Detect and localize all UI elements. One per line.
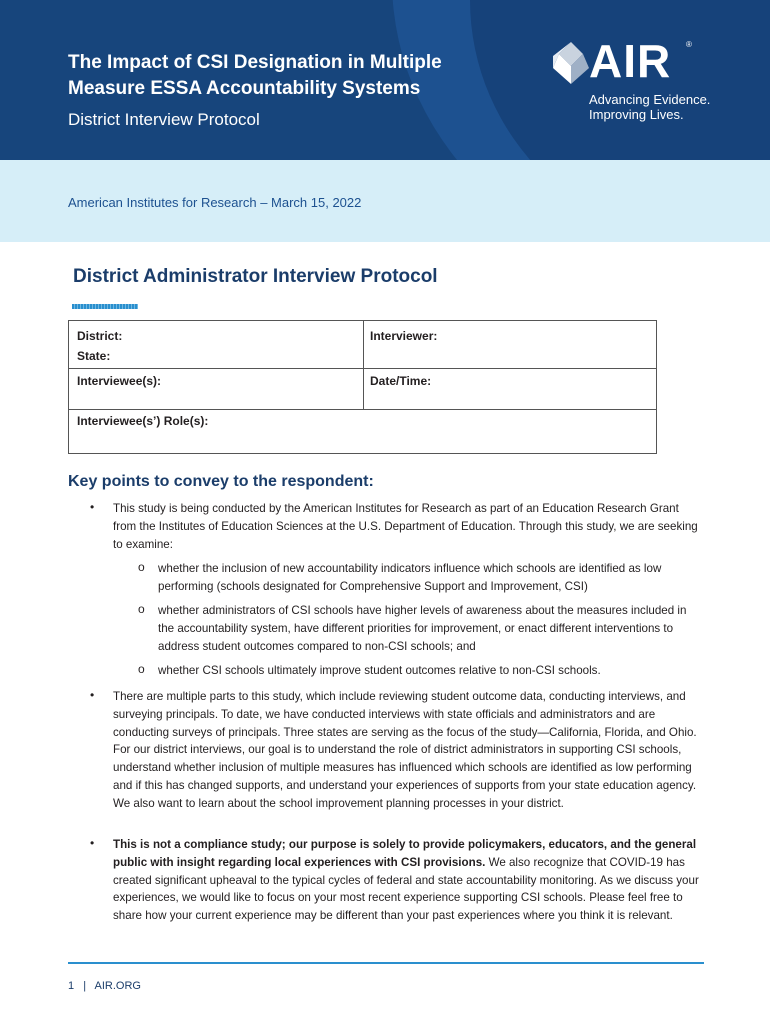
document-title: The Impact of CSI Designation in Multiple Measure ESSA Accountability Systems [68,52,442,99]
district-field[interactable]: District: [77,329,123,343]
tagline-line-1: Advancing Evidence. [589,92,711,107]
interviewer-field[interactable]: Interviewer: [370,329,438,343]
page-number: 1 [68,980,75,992]
sub-bullet-icon: o [138,602,145,616]
document-subtitle: District Interview Protocol [68,110,260,129]
key-point-not-compliance-rest: We also recognize that COVID-19 has created significant upheaval to the typical cycles of federal and state accountability monitoring. As we discuss your experiences, we would like to focus on your most recent experience supporting CSI schools. Please feel free to share how your current experience may be different than your past experiences where you think it is relevant. [113,855,699,923]
sub-bullet-icon: o [138,560,145,574]
footer-rule [68,962,704,964]
air-logo-text: AIR [589,35,672,87]
roles-field[interactable]: Interviewee(s’) Role(s): [77,414,209,428]
interviewees-field[interactable]: Interviewee(s): [77,374,162,388]
section-title: District Administrator Interview Protocol [73,266,438,287]
key-points-heading: Key points to convey to the respondent: [68,473,374,490]
publication-date: American Institutes for Research – March 15, 2022 [68,195,362,210]
footer-separator: | [83,980,87,992]
header-banner [0,0,770,160]
registered-mark: ® [686,40,692,49]
table-divider-row-1 [69,368,656,369]
date-banner [0,160,770,242]
datetime-field[interactable]: Date/Time: [370,374,432,388]
sub-bullet-icon: o [138,662,145,676]
table-divider-row-2 [69,409,656,410]
state-field[interactable]: State: [77,349,111,363]
sub-point-indicators: whether the inclusion of new accountability indicators influence which schools are identified as low performing (schools designated for Comprehensive Support and Improvement, CSI) [158,562,662,593]
air-logo [553,36,723,126]
tagline [589,92,710,122]
key-point-study-parts: There are multiple parts to this study, which include reviewing student outcome data, conducting interviews, and surveying principals. To date, we have conducted interviews with state officials and administrators and are conducting surveys of principals. Three states are serving as the focus of the study—California, Florida, and Ohio. For our district interviews, our goal is to understand the role of district administrators in supporting CSI schools, understand whether inclusion of multiple measures has influenced which schools are identified as low performing and if this has changed supports, and understand your experiences of supports from your state education agency. We also want to learn about the school improvement planning processes in your district. [113,690,697,810]
section-title-underline [72,304,138,309]
page-footer [68,980,141,992]
air-logo-mark-icon [553,42,589,84]
table-divider-vertical [363,321,364,409]
bullet-icon: • [90,836,95,850]
tagline-line-2: Improving Lives. [589,107,684,122]
bullet-icon: • [90,688,95,702]
bullet-icon: • [90,500,95,514]
key-point-study-purpose: This study is being conducted by the American Institutes for Research as part of an Education Research Grant from the Institutes of Education Sciences at the U.S. Department of Education. Through this study, we are seeking to examine: [113,502,698,551]
key-point-not-compliance-bold: This is not a compliance study; our purpose is solely to provide policymakers, educators, and the general public with insight regarding local experiences with CSI provisions. [113,838,697,869]
interview-info-table [68,320,657,454]
sub-point-awareness: whether administrators of CSI schools have higher levels of awareness about the measures included in the accountability system, have different priorities for improvement, or enact different interventions to address student outcomes compared to non-CSI schools; and [158,604,687,653]
key-point-not-compliance [113,836,705,925]
footer-site-link[interactable]: AIR.ORG [94,980,141,992]
sub-point-outcomes: whether CSI schools ultimately improve student outcomes relative to non-CSI schools. [158,664,601,677]
